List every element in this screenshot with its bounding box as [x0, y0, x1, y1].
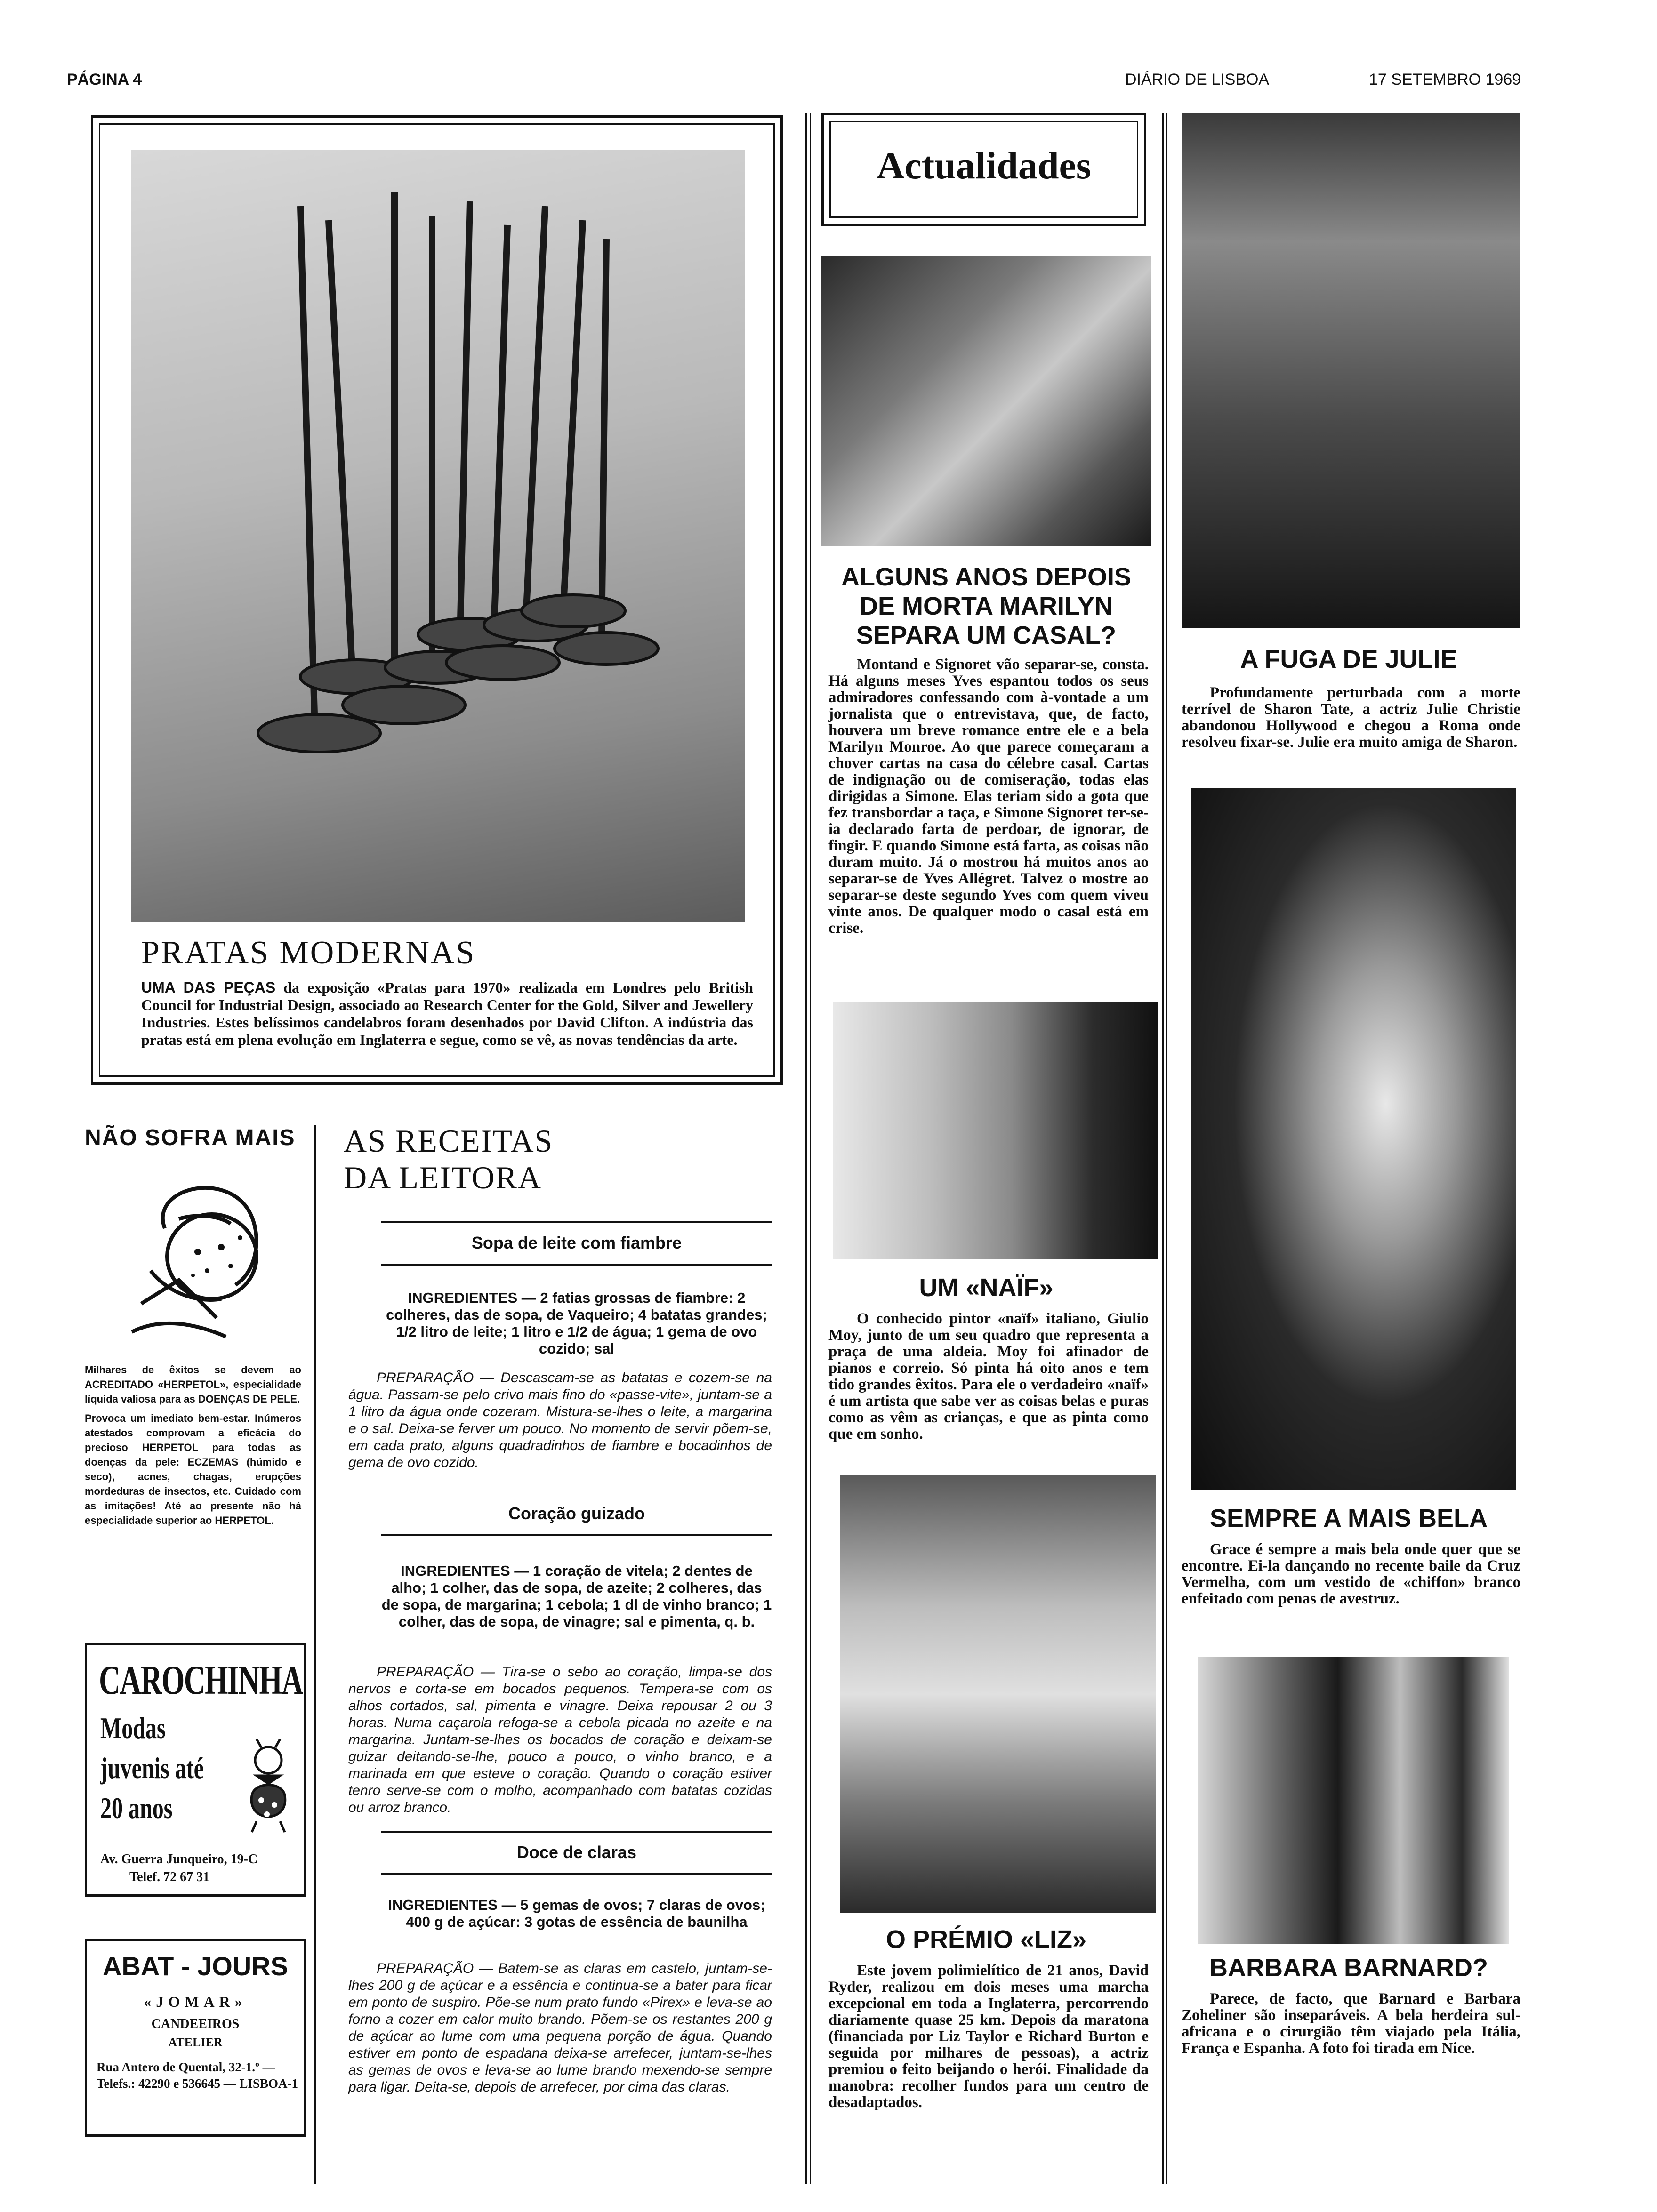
carochinha-address: Av. Guerra Junqueiro, 19-C: [100, 1852, 258, 1867]
page-label: PÁGINA 4: [67, 71, 142, 88]
carochinha-line2: juvenis até: [100, 1751, 204, 1785]
right-article1-body: Profundamente perturbada com a morte terrível de Sharon Tate, a actriz Julie Christie abandonou Hollywood e chegou a Roma onde resolveu fixar-se. Julie era muito amiga de Sharon.: [1182, 684, 1520, 751]
abat-title: ABAT - JOURS: [102, 1951, 289, 1981]
right-article2-body: Grace é sempre a mais bela onde quer que se encontre. Ei-la dançando no recente baile da Cruz Vermelha, com um vestido de «chiffon» branco enfeitado com penas de avestruz.: [1182, 1541, 1520, 1607]
right-article2-headline: SEMPRE A MAIS BELA: [1209, 1504, 1488, 1532]
receitas-title-line2: DA LEITORA: [344, 1160, 542, 1195]
herpetol-p1: Milhares de êxitos se devem ao ACREDITADO «HERPETOL», especialidade líquida valiosa para as DOENÇAS DE PELE.: [85, 1364, 301, 1405]
recipe1-rule-top: [381, 1221, 772, 1223]
recipe2-prep-text: Tira-se o sebo ao coração, limpa-se dos nervos e corta-se em bocados pequenos. Tempera-se com os alhos cortados, sal, pimenta e vinagre. Deixa repousar 2 ou 3 horas. Numa caçarola refoga-se a cebola picada no azeite e na margarina. Juntam-se-lhes os bocados de coração e deixam-se guizar deitando-se-lhe, pouco a pouco, o vinho branco, e a marinada em que esteve o coração. Quando o coração estiver tenro serve-se com o molho, acompanhado com batatas cozidas ou arroz branco.: [348, 1664, 772, 1815]
herpetol-p2: Provoca um imediato bem-estar. Inúmeros atestados comprovam a eficácia do precioso HERPETOL para todas as doenças da pele: ECZEMAS (húmido e seco), acnes, chagas, erupções mordeduras de insectos, etc. Cuidado com as imitações! Até ao presente não há especialidade superior ao HERPETOL.: [85, 1412, 301, 1526]
recipe1-ingredients-label: INGREDIENTES —: [408, 1290, 536, 1306]
julie-christie-photo: [1182, 113, 1520, 628]
naif-painter-photo: [833, 1002, 1158, 1259]
recipe2-ingredients-text: 1 coração de vitela; 2 dentes de alho; 1 colher, das de sopa, de azeite; 2 colheres, das de sopa, de margarina; 1 cebola; 1 dl de vinho branco; 1 colher, das de sopa, de vinagre; sal e pimenta, q. b.: [381, 1563, 772, 1630]
carochinha-phone: Telef. 72 67 31: [129, 1870, 210, 1884]
beetle-mascot-icon: [238, 1739, 299, 1833]
carochinha-title: CAROCHINHA: [99, 1658, 303, 1703]
recipe3-rule-top: [381, 1831, 772, 1833]
carochinha-line1: Modas: [100, 1711, 166, 1745]
recipe2-ingredients-label: INGREDIENTES —: [401, 1563, 529, 1579]
barnard-photo: [1198, 1657, 1509, 1944]
montand-signoret-photo: [821, 256, 1151, 546]
recipe1-ingredients-text: 2 fatias grossas de fiambre: 2 colheres, das de sopa, de Vaqueiro; 4 batatas grandes; 1/2 litro de leite; 1 litro e 1/2 de água; 1 gema de ovo cozido; sal: [386, 1290, 767, 1357]
article3-body: Este jovem polimielítico de 21 anos, David Ryder, realizou em dois meses uma marcha excepcional em toda a Inglaterra, percorrendo diariamente quase 25 km. Depois da maratona (financiada por Liz Taylor e Richard Burton e seguida por milhares de pessoas), a actriz premiou o feito beijando o herói. Finalidade da manobra: recolher fundos para um centro de desadaptados.: [828, 1962, 1149, 2111]
right-article3-headline: BARBARA BARNARD?: [1209, 1954, 1488, 1982]
column-rule-1b: [810, 113, 811, 2184]
recipe3-ingredients: [381, 1897, 772, 1931]
newspaper-name: DIÁRIO DE LISBOA: [1125, 71, 1270, 88]
pratas-lead: UMA DAS PEÇAS: [141, 979, 276, 996]
article3-headline: O PRÉMIO «LIZ»: [885, 1925, 1087, 1954]
herpetol-text: [85, 1362, 301, 1528]
carochinha-line3: 20 anos: [100, 1791, 173, 1825]
receitas-title-line1: AS RECEITAS: [344, 1123, 554, 1159]
right-article1-headline: A FUGA DE JULIE: [1240, 645, 1457, 673]
column-rule-2b: [1166, 113, 1167, 2184]
pratas-body: da exposição «Pratas para 1970» realizada em Londres pelo British Council for Industrial Design, associado ao Research Center for the Gold, Silver and Jewellery Industries. Estes belíssimos candelabros foram desenhados por David Clifton. A indústria das pratas está em plena evolução em Inglaterra e segue, como se vê, as novas tendências da arte.: [141, 979, 754, 1048]
liz-prize-photo: [840, 1475, 1156, 1913]
abat-brand: «JOMAR»: [144, 1993, 247, 2010]
recipe3-title: Doce de claras: [516, 1843, 637, 1862]
recipe1-title: Sopa de leite com fiambre: [471, 1233, 682, 1252]
candelabra-illustration: [131, 150, 745, 922]
recipe3-prep-text: Batem-se as claras em castelo, juntam-se-lhes 200 g de açúcar e a essência e continua-se a bater para ficar em ponto de suspiro. Põe-se num prato fundo «Pirex» e leva-se ao forno a cozer em calor muito brando. Põem-se os restantes 200 g de açúcar ao lume com uma pequena porção de água. Quando estiver em ponto de espadana deixa-se arrefecer, juntam-se-lhes as gemas de ovos e leva-se ao lume brando mexendo-se sempre para ligar. Deita-se, depois de arrefecer, por cima das claras.: [348, 1961, 772, 2095]
article2-body: O conhecido pintor «naïf» italiano, Giulio Moy, junto de um seu quadro que representa a praça de uma aldeia. Moy foi afinador de pianos e correio. Só pinta há oito anos e tem tido grandes êxitos. Para ele o verdadeiro «naïf» é um artista que sabe ver as coisas belas e puras como as vêm as crianças, e que as pinta como que em sonho.: [828, 1310, 1149, 1443]
abat-jours-ad: [85, 1939, 306, 2137]
column-rule-left: [314, 1125, 316, 2184]
column-rule-2: [1162, 113, 1164, 2184]
recipe1-prep-label: PREPARAÇÃO —: [377, 1370, 494, 1386]
suffering-face-icon: [122, 1162, 278, 1341]
recipe3-rule-bottom: [381, 1873, 772, 1875]
column-rule-1: [805, 113, 807, 2184]
recipe3-ingredients-text: 5 gemas de ovos; 7 claras de ovos; 400 g de açúcar: 3 gotas de essência de baunilha: [406, 1897, 765, 1930]
actualidades-title: Actualidades: [877, 144, 1091, 187]
recipe3-ingredients-label: INGREDIENTES —: [388, 1897, 516, 1913]
candelabra-photo: [131, 150, 745, 922]
article1-headline: ALGUNS ANOS DEPOIS DE MORTA MARILYN SEPARA UM CASAL?: [841, 563, 1132, 649]
recipe3-prep: [348, 1960, 772, 2096]
recipe3-prep-label: PREPARAÇÃO —: [377, 1961, 493, 1976]
grace-dancing-photo: [1191, 788, 1516, 1490]
issue-date: 17 SETEMBRO 1969: [1369, 71, 1521, 88]
recipe2-ingredients: [381, 1563, 772, 1630]
recipe1-prep: [348, 1370, 772, 1471]
recipe1-prep-text: Descascam-se as batatas e cozem-se na água. Passam-se pelo crivo mais fino do «passe-vite», juntam-se a 1 litro da água onde cozeram. Mistura-se-lhes o leite, a margarina e o sal. Deixa-se ferver um pouco. No momento de servir põem-se, em cada prato, alguns quadradinhos de fiambre e bocadinhos de gema de ovo cozido.: [348, 1370, 772, 1470]
recipe2-title: Coração guizado: [508, 1504, 645, 1523]
recipe2-prep-label: PREPARAÇÃO —: [377, 1664, 495, 1680]
article1-body: Montand e Signoret vão separar-se, consta. Há alguns meses Yves espantou todos os seus admiradores confessando com à-vontade a um jornalista que o entrevistava, que, de facto, houvera um breve romance entre ele e a bela Marilyn Monroe. Ao que parece começaram a chover cartas na casa do célebre casal. Cartas de indignação ou de comiseração, todas elas dirigidas a Simone. Elas teriam sido a gota que fez transbordar a taça, e Simone Signoret ter-se-ia declarado farta de perdoar, de ignorar, de fingir. E quando Simone está farta, as coisas não duram muito. Já o mostrou há muitos anos ao separar-se de Yves Allégret. Talvez o mostre ao separar-se deste segundo Yves com quem viveu vinte anos. De qualquer modo o casal está em crise.: [828, 656, 1149, 937]
actualidades-box: [821, 113, 1146, 226]
abat-line2: ATELIER: [168, 2036, 223, 2049]
carochinha-ad: [85, 1643, 306, 1897]
recipe2-prep: [348, 1664, 772, 1816]
receitas-title: [344, 1122, 553, 1196]
abat-line1: CANDEEIROS: [151, 2017, 240, 2031]
right-article3-body: Parece, de facto, que Barnard e Barbara Zoheliner são inseparáveis. A bela herdeira sul-africana e o cirurgião têm viajado pela Itália, França e Espanha. A foto foi tirada em Nice.: [1182, 1990, 1520, 2057]
recipe2-rule-bottom: [381, 1534, 772, 1536]
recipe1-ingredients: [381, 1290, 772, 1357]
recipe1-rule-bottom: [381, 1264, 772, 1266]
pratas-title: PRATAS MODERNAS: [141, 935, 476, 971]
herpetol-illustration: [122, 1162, 278, 1341]
herpetol-title: NÃO SOFRA MAIS: [85, 1125, 296, 1150]
article2-headline: UM «NAÏF»: [919, 1274, 1054, 1302]
abat-address: Rua Antero de Quental, 32-1.º — Telefs.: 42290 e 536645 — LISBOA-1: [97, 2060, 298, 2091]
pratas-caption: [141, 979, 753, 1049]
